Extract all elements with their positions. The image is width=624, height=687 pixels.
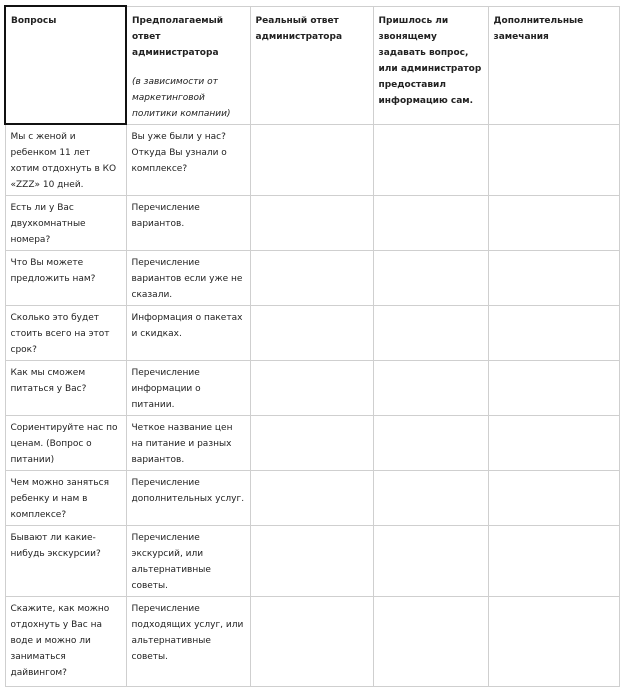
actual-answer-cell [250, 471, 373, 526]
table-row [5, 124, 619, 196]
expected-answer-cell: Перечисление дополнительных услуг. [126, 471, 250, 526]
actual-answer-cell [250, 251, 373, 306]
header-expected-label: Предполагаемый ответ администратора [132, 15, 224, 58]
actual-answer-cell [250, 526, 373, 597]
had-to-ask-cell [373, 471, 488, 526]
header-row [5, 6, 619, 124]
expected-answer-cell: Вы уже были у нас? Откуда Вы узнали о комплексе? [126, 124, 250, 196]
question-cell: Мы с женой и ребенком 11 лет хотим отдохнуть в КО «ZZZ» 10 дней. [5, 124, 126, 196]
remarks-cell [488, 597, 619, 687]
remarks-cell [488, 306, 619, 361]
had-to-ask-cell [373, 306, 488, 361]
had-to-ask-cell [373, 361, 488, 416]
header-expected-note: (в зависимости от маркетинговой политики компании) [132, 76, 231, 119]
table-row [5, 306, 619, 361]
actual-answer-cell [250, 597, 373, 687]
expected-answer-cell: Перечисление вариантов. [126, 196, 250, 251]
header-actual-answer: Реальный ответ администратора [250, 6, 373, 124]
table-row [5, 471, 619, 526]
actual-answer-cell [250, 416, 373, 471]
had-to-ask-cell [373, 526, 488, 597]
questionnaire-table [4, 5, 620, 687]
table-row [5, 526, 619, 597]
actual-answer-cell [250, 306, 373, 361]
remarks-cell [488, 526, 619, 597]
expected-answer-cell: Перечисление подходящих услуг, или альтернативные советы. [126, 597, 250, 687]
remarks-cell [488, 196, 619, 251]
had-to-ask-cell [373, 251, 488, 306]
actual-answer-cell [250, 361, 373, 416]
question-cell: Как мы сможем питаться у Вас? [5, 361, 126, 416]
had-to-ask-cell [373, 124, 488, 196]
question-cell: Что Вы можете предложить нам? [5, 251, 126, 306]
had-to-ask-cell [373, 597, 488, 687]
expected-answer-cell: Перечисление информации о питании. [126, 361, 250, 416]
table-row [5, 597, 619, 687]
table-row [5, 196, 619, 251]
header-had-to-ask: Пришлось ли звонящему задавать вопрос, или администратор предоставил информацию сам. [373, 6, 488, 124]
remarks-cell [488, 251, 619, 306]
had-to-ask-cell [373, 196, 488, 251]
question-cell: Бывают ли какие-нибудь экскурсии? [5, 526, 126, 597]
expected-answer-cell: Информация о пакетах и скидках. [126, 306, 250, 361]
header-questions: Вопросы [5, 6, 126, 124]
actual-answer-cell [250, 196, 373, 251]
table-row [5, 416, 619, 471]
question-cell: Есть ли у Вас двухкомнатные номера? [5, 196, 126, 251]
header-remarks: Дополнительные замечания [488, 6, 619, 124]
table-row [5, 251, 619, 306]
question-cell: Сориентируйте нас по ценам. (Вопрос о питании) [5, 416, 126, 471]
question-cell: Скажите, как можно отдохнуть у Вас на воде и можно ли заниматься дайвингом? [5, 597, 126, 687]
remarks-cell [488, 416, 619, 471]
remarks-cell [488, 124, 619, 196]
expected-answer-cell: Четкое название цен на питание и разных вариантов. [126, 416, 250, 471]
expected-answer-cell: Перечисление экскурсий, или альтернативные советы. [126, 526, 250, 597]
remarks-cell [488, 471, 619, 526]
table-row [5, 361, 619, 416]
remarks-cell [488, 361, 619, 416]
expected-answer-cell: Перечисление вариантов если уже не сказали. [126, 251, 250, 306]
question-cell: Сколько это будет стоить всего на этот срок? [5, 306, 126, 361]
header-expected-answer [126, 6, 250, 124]
question-cell: Чем можно заняться ребенку и нам в комплексе? [5, 471, 126, 526]
had-to-ask-cell [373, 416, 488, 471]
actual-answer-cell [250, 124, 373, 196]
